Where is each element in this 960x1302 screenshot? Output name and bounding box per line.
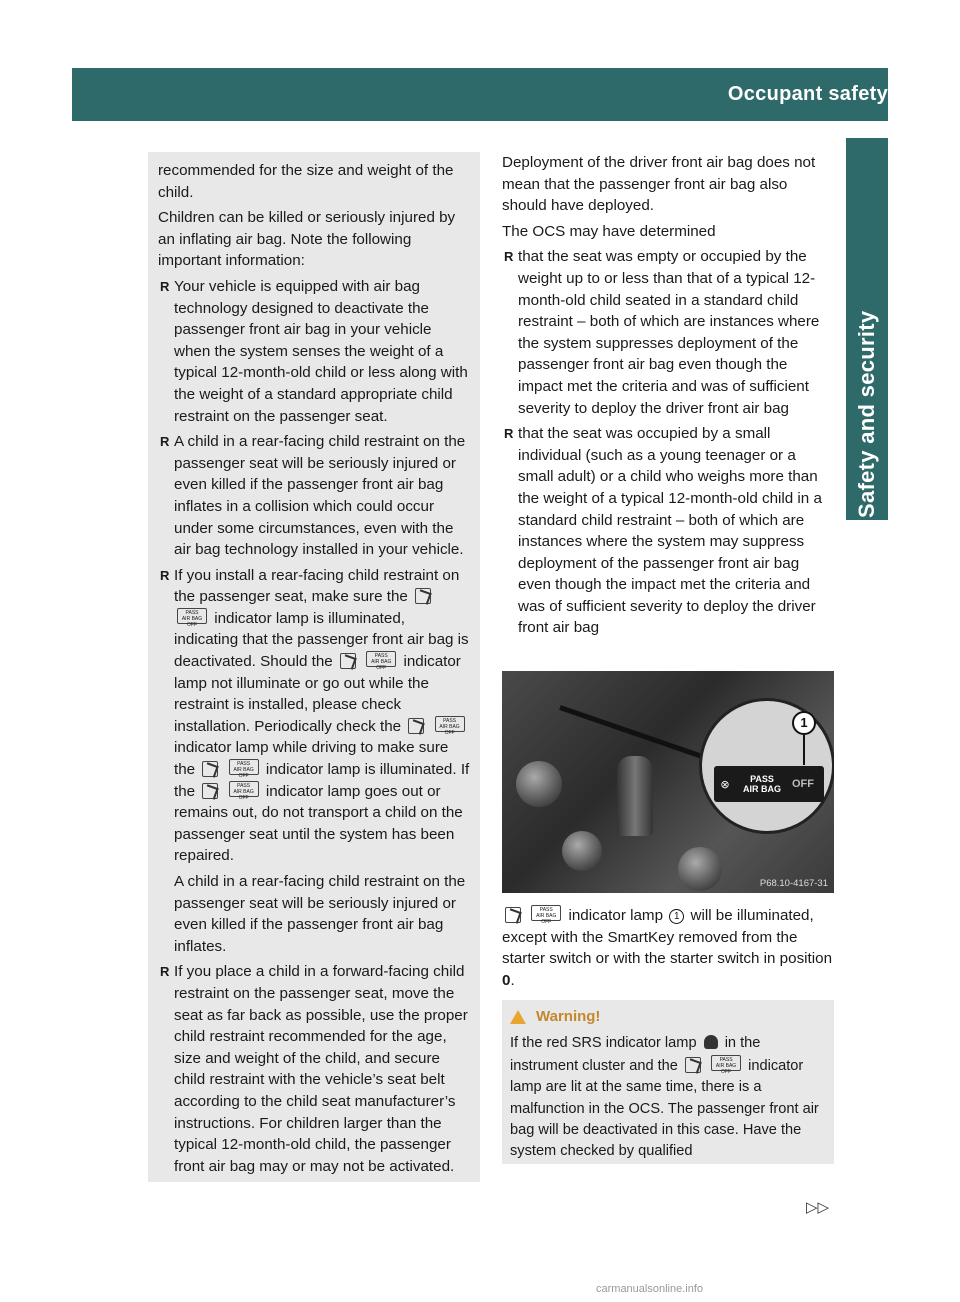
- paragraph: Children can be killed or seriously injured by an inflating air bag. Note the following important information:: [158, 209, 456, 270]
- position-zero: 0: [502, 971, 511, 989]
- srs-icon: [704, 1035, 718, 1049]
- warning-header: [510, 1006, 826, 1027]
- pointer-line: [559, 705, 702, 759]
- list-item: R A child in a rear-facing child restraint on the passenger seat will be seriously injured or even killed if the passenger front air bag inflates in a collision which could occur under some circumstances, even with the air bag technology installed in your vehicle.: [158, 431, 472, 561]
- child-seat-icon: ⊗: [720, 778, 730, 791]
- callout-number: 1: [669, 909, 684, 924]
- list-item: R Your vehicle is equipped with air bag technology designed to deactivate the passenger front air bag in your vehicle when the system senses the weight of a typical 12-month-old child or less along with the weight of a standard appropriate child restraint on the passenger seat.: [158, 276, 472, 427]
- zoom-circle: [699, 698, 834, 834]
- text: If you install a rear-facing child restraint on the passenger seat, make sure the: [174, 566, 460, 606]
- panel-label: PASS AIR BAG: [743, 774, 781, 794]
- child-seat-icon: [505, 907, 521, 923]
- console-knob: [562, 831, 602, 871]
- chapter-tab: [846, 138, 888, 520]
- child-seat-icon: [202, 783, 218, 799]
- child-seat-icon: [340, 653, 356, 669]
- warning-box: [502, 1000, 834, 1164]
- page-header: [72, 68, 943, 121]
- child-safety-box: [148, 152, 480, 1182]
- text: indicator lamp while driving to make sure the: [174, 739, 449, 779]
- pass-airbag-off-icon: PASS AIR BAG OFF: [711, 1055, 741, 1071]
- warning-title: Warning!: [536, 1008, 601, 1025]
- text: indicator lamp is illuminated. If the: [174, 761, 470, 800]
- text: indicator lamp: [568, 907, 664, 924]
- pass-airbag-off-icon: PASS AIR BAG OFF: [229, 759, 259, 775]
- list-item: [158, 565, 472, 867]
- paragraph: The OCS may have determined: [502, 222, 716, 240]
- text: indicator lamp is illuminated, indicating that the passenger front air bag is deactivated. Should the: [174, 609, 469, 671]
- gear-lever: [617, 756, 653, 836]
- paragraph: A child in a rear-facing child restraint on the passenger seat will be seriously injured or even killed if the passenger front air bag inflates.: [174, 873, 466, 955]
- page-number: 51: [922, 84, 943, 104]
- photo-caption: PASS AIR BAG OFF indicator lamp 1 will be illuminated, except with the SmartKey removed from the starter switch or with the starter switch in position 0.: [502, 907, 833, 989]
- section-title: Occupant safety: [727, 83, 888, 105]
- pass-airbag-off-icon: PASS AIR BAG OFF: [435, 716, 465, 732]
- console-knob: [678, 847, 722, 891]
- chapter-tab-block: [846, 138, 888, 226]
- callout-line: [803, 735, 805, 765]
- callout-number: 1: [792, 711, 816, 735]
- panel-off-label: OFF: [792, 778, 814, 790]
- list-item: R that the seat was occupied by a small individual (such as a young teenager or a small adult) or a child who weighs more than the weight of a typical 12-month-old child in a standard child restraint – both of which are instances where the system may suppress deployment of the passenger front air bag even though the impact met the criteria and was of sufficient severity to deploy the driver front air bag: [502, 423, 834, 639]
- warning-text: If the red SRS indicator lamp in the instrument cluster and the PASS AIR BAG OFF indicator lamp are lit at the same time, there is a malfunction in the OCS. The passenger front air bag will be deactivated in this case. Have the system checked by qualified: [510, 1035, 819, 1160]
- paragraph: recommended for the size and weight of the child.: [158, 162, 454, 201]
- console-knob: [516, 761, 562, 807]
- list-item: R that the seat was empty or occupied by the weight up to or less than that of a typical 12-month-old child seated in a standard child restraint – both of which are instances where the system suppresses deployment of the passenger front air bag even though the impact met the criteria and was of sufficient severity to deploy the driver front air bag: [502, 246, 834, 419]
- airbag-deployment-text: [502, 152, 834, 643]
- child-seat-icon: [685, 1057, 701, 1073]
- paragraph: Deployment of the driver front air bag does not mean that the passenger front air bag also should have deployed.: [502, 154, 816, 215]
- photo-code: P68.10-4167-31: [759, 878, 828, 889]
- child-seat-icon: [202, 761, 218, 777]
- text: indicator lamp not illuminate or go out while the restraint is installed, please check installation. Periodically check the: [174, 653, 461, 735]
- pass-airbag-off-icon: PASS AIR BAG OFF: [366, 651, 396, 667]
- text: indicator lamp goes out or remains out, do not transport a child on the passenger seat until the system has been repaired.: [174, 782, 463, 865]
- pass-airbag-off-icon: PASS AIR BAG OFF: [531, 905, 561, 921]
- footer-watermark: carmanualsonline.info: [596, 1283, 704, 1295]
- text: will be illuminated, except with the SmartKey removed from the starter switch or with the starter switch in position: [502, 907, 833, 968]
- pass-airbag-panel: [714, 766, 824, 802]
- child-seat-icon: [408, 718, 424, 734]
- continue-icon: ▷▷: [806, 1199, 830, 1216]
- pass-airbag-off-icon: PASS AIR BAG OFF: [177, 608, 207, 624]
- child-seat-icon: [415, 588, 431, 604]
- center-console-photo: [502, 671, 834, 893]
- warning-icon: [510, 1010, 526, 1024]
- pass-airbag-off-icon: PASS AIR BAG OFF: [229, 781, 259, 797]
- chapter-tab-label: Safety and security: [854, 310, 879, 518]
- list-item: R If you place a child in a forward-facing child restraint on the passenger seat, move the seat as far back as possible, use the proper child restraint recommended for the age, size and weight of the child, and secure child restraint with the vehicle’s seat belt according to the child seat manufacturer’s instructions. For children larger than the typical 12-month-old child, the passenger front air bag may or may not be activated.: [158, 961, 472, 1177]
